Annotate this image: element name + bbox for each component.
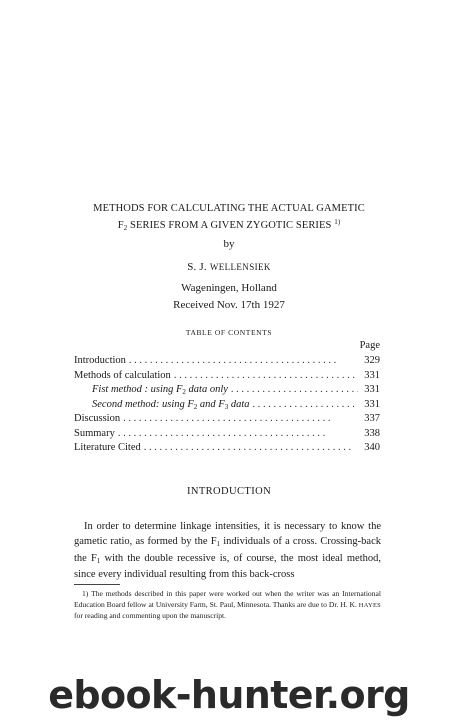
toc-entry	[74, 383, 380, 398]
toc-entry-page: 338	[364, 427, 380, 439]
toc-label-part: data only	[185, 384, 228, 395]
toc-leader	[171, 369, 358, 384]
author-initials: S. J.	[187, 261, 210, 273]
toc-leader	[120, 412, 358, 427]
toc-leader	[141, 441, 358, 456]
toc-label-subscript: 2	[193, 402, 198, 411]
table-of-contents	[74, 338, 380, 456]
byline-by: by	[223, 238, 235, 250]
toc-entry-page: 331	[364, 398, 380, 410]
paragraph	[74, 520, 381, 583]
toc-leader	[250, 398, 359, 413]
toc-entry	[74, 427, 380, 442]
text-run: individuals of a cross. Crossing-back the F	[74, 535, 381, 564]
toc-entry-page: 337	[364, 413, 380, 424]
toc-entry-page: 340	[364, 442, 380, 453]
watermark: ebook-hunter.org	[48, 673, 410, 717]
paper-title-line2	[0, 218, 458, 232]
footnote-rule	[74, 584, 120, 585]
toc-entry	[74, 441, 380, 456]
toc-entry	[74, 412, 380, 427]
footnote	[74, 589, 381, 622]
toc-leader	[115, 427, 358, 442]
introduction-body	[74, 520, 381, 583]
title-f: F	[117, 220, 124, 231]
toc-heading: TABLE OF CONTENTS	[185, 328, 273, 337]
toc-entry-label: Literature Cited	[74, 442, 141, 453]
toc-entry-label: Introduction	[74, 355, 126, 366]
toc-entry	[74, 354, 380, 369]
toc-label-subscript: 2	[182, 388, 186, 396]
toc-entry-page: 329	[364, 355, 380, 366]
toc-label-part: Fist method : using F	[92, 384, 183, 395]
toc-leader	[228, 383, 358, 398]
text-run: for reading and commenting upon the manuscript.	[74, 611, 227, 621]
toc-entry	[74, 398, 380, 413]
toc-entry	[74, 369, 380, 384]
toc-leader	[126, 354, 358, 369]
title-f-subscript: 2	[123, 224, 128, 232]
author-affiliation: Wageningen, Holland	[181, 282, 277, 294]
toc-label-subscript: 3	[224, 402, 229, 411]
paper-title-line1: METHODS FOR CALCULATING THE ACTUAL GAMETIC	[93, 203, 365, 214]
toc-entry-page: 331	[364, 384, 380, 395]
toc-label-part: Second method: using F	[92, 398, 194, 410]
subscript: 1	[96, 556, 101, 565]
title-footnote-marker: 1)	[334, 218, 341, 226]
toc-label-part: data	[228, 398, 250, 410]
subscript: 1	[216, 539, 221, 548]
toc-entry-label: Methods of calculation	[74, 369, 171, 381]
toc-entry-label: Discussion	[74, 413, 121, 424]
received-date: Received Nov. 17th 1927	[173, 299, 285, 311]
author-name	[0, 261, 458, 273]
toc-page-label: Page	[359, 340, 380, 351]
title-rest: SERIES FROM A GIVEN ZYGOTIC SERIES	[127, 220, 335, 231]
footnote-marker: 1)	[82, 589, 89, 598]
text-run: In order to determine linkage intensities, it is necessary to know the gametic ratio, as formed by the F	[74, 521, 381, 547]
text-run: with the double recessive is, of course, the most ideal method, since every individual resulting from this back-cross	[74, 552, 381, 581]
toc-entry-label: Summary	[74, 427, 115, 439]
section-heading-introduction: INTRODUCTION	[186, 486, 272, 497]
toc-entry-page: 331	[364, 369, 380, 381]
text-run: The methods described in this paper were worked out when the writer was an International Education Board fellow at University Farm, St. Paul, Minnesota. Thanks are due to Dr. H. K.	[74, 589, 381, 609]
footnote-text	[74, 589, 381, 622]
footnote-name: HAYES	[358, 601, 382, 609]
toc-label-part: and F	[197, 398, 225, 410]
author-surname: WELLENSIEK	[209, 262, 271, 272]
